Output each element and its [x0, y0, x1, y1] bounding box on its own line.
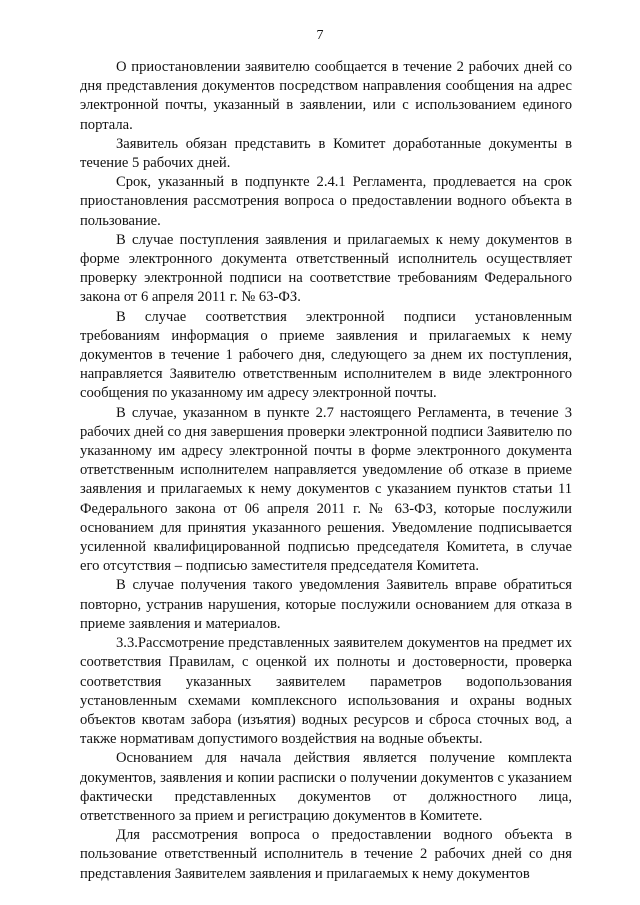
paragraph-signature-check: В случае поступления заявления и прилагаемых к нему документов в форме электронного документа ответственный исполнитель осуществляет проверку электронной подписи на соответствие требованиям Федерального закона от 6 апреля 2011 г. № 63-ФЗ. — [80, 231, 572, 306]
paragraph-signature-valid: В случае соответствия электронной подписи установленным требованиям информация о приеме заявления и прилагаемых к нему документов в течение 1 рабочего дня, следующего за днем их поступления, направляется Заявителю ответственным исполнителем в виде электронного сообщения по указанному им адресу электронной почты. — [80, 308, 572, 402]
paragraph-section-3-3: 3.3.Рассмотрение представленных заявителем документов на предмет их соответствия Правилам, с оценкой их полноты и достоверности, проверка соответствия указанных заявителем параметров водопользования установленным схемами комплексного использования и охраны водных объектов квотам забора (изъятия) водных ресурсов и сброса сточных вод, а также нормативам допустимого воздействия на водные объекты. — [80, 635, 572, 748]
paragraph-repeat-application: В случае получения такого уведомления Заявитель вправе обратиться повторно, устранив нарушения, которые послужили основанием для отказа в приеме заявления и материалов. — [80, 577, 572, 632]
paragraph-suspension-notice: О приостановлении заявителю сообщается в течение 2 рабочих дней со дня представления документов посредством направления сообщения на адрес электронной почты, указанный в заявлении, или с использованием единого портала. — [80, 59, 572, 133]
document-body — [80, 58, 572, 884]
paragraph-term-extension: Срок, указанный в подпункте 2.4.1 Регламента, продлевается на срок приостановления рассмотрения вопроса о предоставлении водного объекта в пользование. — [80, 174, 572, 229]
paragraph-review: Для рассмотрения вопроса о предоставлении водного объекта в пользование ответственный исполнитель в течение 2 рабочих дней со дня представления Заявителем заявления и прилагаемых к нему документов — [80, 827, 572, 882]
paragraph-grounds: Основанием для начала действия является получение комплекта документов, заявления и копии расписки о получении документов с указанием фактически представленных документов от должностного лица, ответственного за прием и регистрацию документов в Комитете. — [80, 750, 572, 824]
paragraph-revised-documents: Заявитель обязан представить в Комитет доработанные документы в течение 5 рабочих дней. — [80, 135, 572, 172]
page-number: 7 — [316, 28, 324, 43]
paragraph-refusal-notice: В случае, указанном в пункте 2.7 настоящего Регламента, в течение 3 рабочих дней со дня завершения проверки электронной подписи Заявителю по указанному им адресу электронной почты в форме электронного документа ответственным исполнителем направляется уведомление об отказе в приеме заявления и прилагаемых к нему документов с указанием пунктов статьи 11 Федерального закона от 06 апреля 2011 г. № 63-ФЗ, которые послужили основанием для принятия указанного решения. Уведомление подписывается усиленной квалифицированной подписью председателя Комитета, в случае его отсутствия – подписью заместителя председателя Комитета. — [80, 404, 572, 575]
